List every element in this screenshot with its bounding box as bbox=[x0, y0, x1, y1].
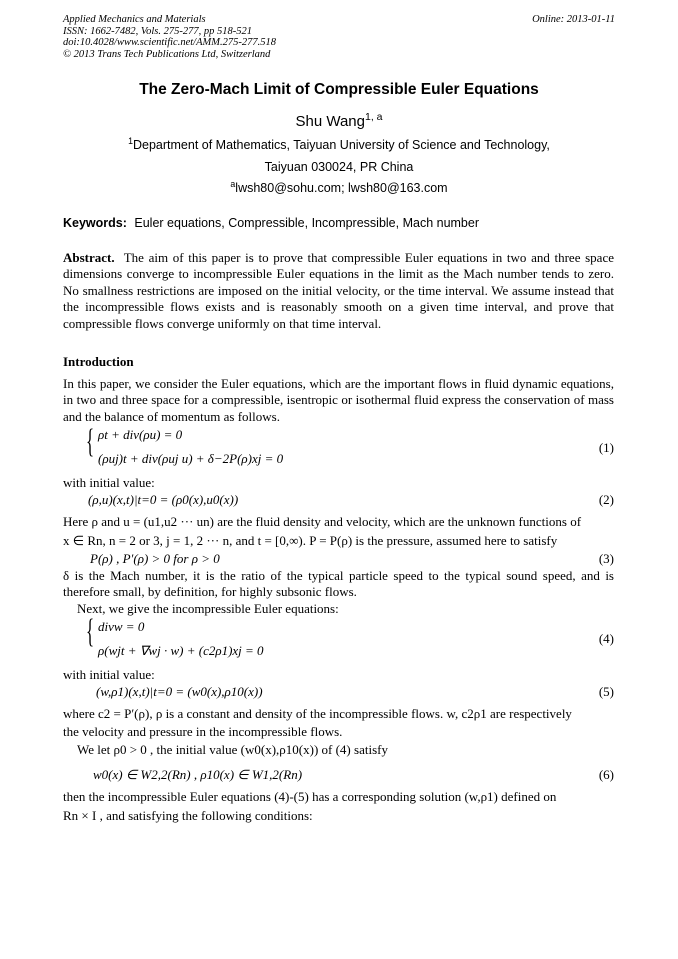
eq1-line-2: (ρuj)t + div(ρuj u) + δ−2P(ρ)xj = 0 bbox=[98, 451, 284, 466]
issn: ISSN: 1662-7482, Vols. 275-277, pp 518-521 bbox=[63, 25, 252, 37]
affiliation-email bbox=[63, 178, 615, 195]
eq6-number: (6) bbox=[598, 767, 614, 782]
here-line-1: Here ρ and u = (u1,u2 ··· un) are the fluid density and velocity, which are the unknown functions of bbox=[63, 514, 582, 529]
online-date: Online: 2013-01-11 bbox=[532, 14, 615, 25]
paper-title: The Zero-Mach Limit of Compressible Euler Equations bbox=[139, 81, 539, 98]
journal-header bbox=[63, 14, 615, 60]
affil-sup-1: 1 bbox=[128, 135, 133, 146]
copyright: © 2013 Trans Tech Publications Ltd, Switzerland bbox=[63, 48, 271, 60]
eq3-number: (3) bbox=[598, 551, 614, 566]
abstract-text: The aim of this paper is to prove that compressible Euler equations in two and three space dimensions converge to incompressible Euler equations in the limit as the Mach number tends to zero. No smallness restrictions are imposed on the initial velocity, or the time interval. We assume instead that the incompressible flows exists and is reasonably smooth on a given time interval, and prove that compressible flows converge uniformly on that time interval. bbox=[63, 250, 614, 331]
here-line-2: x ∈ Rn, n = 2 or 3, j = 1, 2 ··· n, and t = [0,∞). P = P(ρ) is the pressure, assumed here to satisfy bbox=[63, 533, 558, 548]
affil-text-1: Department of Mathematics, Taiyuan University of Science and Technology, bbox=[132, 138, 550, 152]
welet-line: We let ρ0 > 0 , the initial value (w0(x),ρ10(x)) of (4) satisfy bbox=[77, 742, 388, 757]
eq1-number: (1) bbox=[598, 440, 614, 455]
intro-paragraph: In this paper, we consider the Euler equations, which are the important flows in fluid dynamic equations, in two and three space for a compressible, isentropic or isothermal fluid express the conservation of mass and the balance of momentum as follows. bbox=[63, 376, 614, 424]
next-paragraph: Next, we give the incompressible Euler equations: bbox=[77, 601, 339, 616]
doi: doi:10.4028/www.scientific.net/AMM.275-277.518 bbox=[63, 37, 276, 48]
eq2-number: (2) bbox=[598, 492, 614, 507]
abstract bbox=[63, 250, 614, 332]
introduction-heading: Introduction bbox=[63, 354, 134, 369]
eq1-line-1: ρt + div(ρu) = 0 bbox=[98, 427, 183, 442]
eq6: w0(x) ∈ W2,2(Rn) , ρ10(x) ∈ W1,2(Rn) bbox=[93, 767, 303, 782]
author-sup: 1, a bbox=[364, 111, 383, 123]
eq4-number: (4) bbox=[598, 631, 614, 646]
keywords bbox=[63, 216, 479, 230]
then-line-2: Rn × I , and satisfying the following conditions: bbox=[63, 808, 313, 823]
mach-paragraph: δ is the Mach number, it is the ratio of the typical particle speed to the typical sound speed, and is therefore small, by definition, for highly subsonic flows. bbox=[63, 568, 614, 600]
abstract-label: Abstract. bbox=[63, 250, 115, 265]
eq4-line-1: divw = 0 bbox=[98, 619, 145, 634]
brace-1: { bbox=[86, 423, 95, 460]
author-name: Shu Wang bbox=[295, 113, 365, 130]
where-line-1: where c2 = P′(ρ), ρ is a constant and density of the incompressible flows. w, c2ρ1 are respectively bbox=[63, 706, 572, 721]
eq3: P(ρ) , P′(ρ) > 0 for ρ > 0 bbox=[90, 551, 220, 566]
then-line-1: then the incompressible Euler equations (4)-(5) has a corresponding solution (w,ρ1) defined on bbox=[63, 789, 557, 804]
author bbox=[63, 113, 615, 130]
eq5: (w,ρ1)(x,t)|t=0 = (w0(x),ρ10(x)) bbox=[96, 684, 263, 699]
with-initial-2: with initial value: bbox=[63, 667, 155, 682]
with-initial-1: with initial value: bbox=[63, 475, 155, 490]
eq5-number: (5) bbox=[598, 684, 614, 699]
eq2: (ρ,u)(x,t)|t=0 = (ρ0(x),u0(x)) bbox=[88, 492, 239, 507]
affiliation-line-2: Taiyuan 030024, PR China bbox=[264, 160, 414, 174]
where-line-2: the velocity and pressure in the incompressible flows. bbox=[63, 724, 343, 739]
affiliation-line-1 bbox=[63, 135, 615, 152]
affil-sup-a: a bbox=[230, 178, 236, 189]
keywords-text: Euler equations, Compressible, Incompressible, Mach number bbox=[134, 216, 479, 230]
brace-4: { bbox=[86, 613, 95, 650]
eq4-line-2: ρ(wjt + ∇wj · w) + (c2ρ1)xj = 0 bbox=[98, 643, 264, 658]
keywords-label: Keywords: bbox=[63, 216, 127, 230]
email-text: lwsh80@sohu.com; lwsh80@163.com bbox=[235, 181, 448, 195]
journal-name: Applied Mechanics and Materials bbox=[63, 14, 206, 25]
